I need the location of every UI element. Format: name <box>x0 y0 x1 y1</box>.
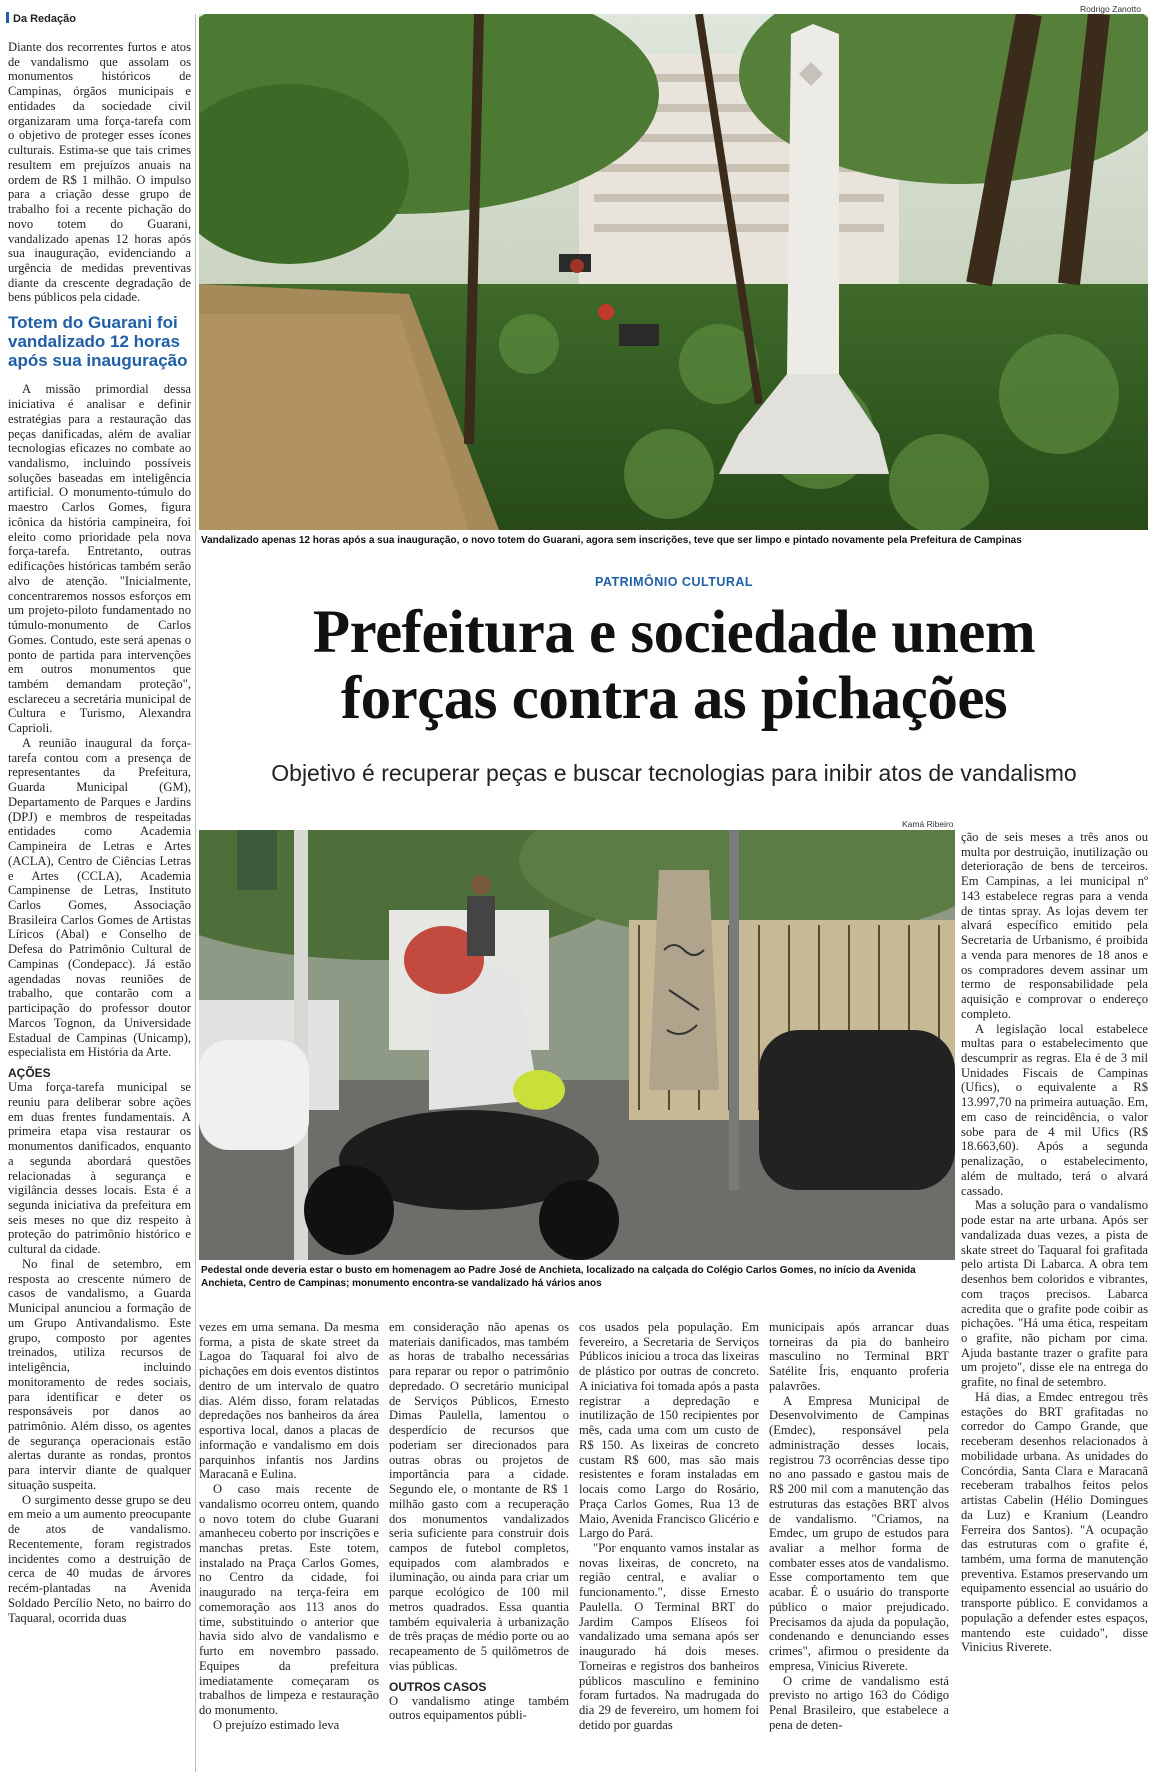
col2-paragraph-2: O caso mais recente de vandalismo ocorreu ontem, quando o novo totem do clube Guarani amanheceu coberto por inscrições e manchas pretas. Este totem, instalado na Praça Carlos Gomes, no Centro da cidade, foi inaugurado na terça-feira em comemoração aos 113 anos do time, substituindo o anterior que havia sido alvo de vandalismo e furto em novembro passado. Equipes da prefeitura imediatamente começaram os trabalhos de limpeza e restauração do monumento. <box>199 1482 379 1718</box>
col5-paragraph-2: A Empresa Municipal de Desenvolvimento de Campinas (Emdec), responsável pela administração desses locais, registrou 73 ocorrências desse tipo no ano passado e gastou mais de R$ 200 mil com a manutenção das estruturas das estações BRT alvos de vandalismo. "Criamos, na Emdec, um grupo de estudos para avaliar a melhor forma de combater esses atos de vandalismo. Esse comportamento tem que acabar. É o usuário do transporte público o maior prejudicado. Precisamos da ajuda da população, condenando e denunciando esses crimes", afirmou o presidente da empresa, Vinicius Riverete. <box>769 1393 949 1673</box>
column-4 <box>579 1320 759 1733</box>
byline <box>6 12 76 25</box>
col1b-paragraph-2: No final de setembro, em resposta ao crescente número de casos de vandalismo, a Guarda Municipal anunciou a formação de um Grupo Antivandalismo. Este grupo, composto por agentes treinados, utiliza recursos de inteligência, incluindo monitoramento de redes sociais, para identificar e deter os responsáveis por danos ao patrimônio. Além disso, os agentes de segurança operacionais estão alertas durante as rondas, prontos para intervir diante de qualquer situação suspeita. <box>8 1256 191 1492</box>
col6-paragraph-3: Mas a solução para o vandalismo pode estar na arte urbana. Após ser vandalizada duas vezes, a pista de skate street do Taquaral foi grafitada pelo artista Di Labarca. A obra tem desenhos bem coloridos e vibrantes, com traços precisos. Labarca acredita que o grafite pode coibir as pichações. "Há uma ética, respeitam o grafite, não picham por cima. Ajuda bastante trazer o grafite para um projeto", disse ele na entrega do grafite, no final de setembro. <box>961 1198 1148 1390</box>
col6-paragraph-2: A legislação local estabelece multas para o estabelecimento que descumprir as regras. Ela é de 3 mil Unidades Fiscais de Campinas (Ufics), o equivalente a R$ 13.997,70 na primeira autuação. Em, em caso de reincidência, o valor sobe para de 4 mil Ufics (R$ 18.663,60). Após a segunda penalização, o estabelecimento, além de multado, terá o alvará cassado. <box>961 1021 1148 1198</box>
side-heading: Totem do Guarani foi vandalizado 12 horas após sua inauguração <box>8 313 188 371</box>
col2-paragraph-3: O prejuízo estimado leva <box>213 1717 340 1732</box>
col3-heading: OUTROS CASOS <box>389 1679 487 1694</box>
col6-paragraph-4: Há dias, a Emdec entregou três estações do BRT grafitadas no corredor do Campo Grande, que receberam desenhos relacionados à mobilidade urbana. As unidades do Concórdia, Santa Clara e Maracanã receberam trabalhos feitos pelos artistas Cabelin (Hélio Domingues da Luz) e Kranium (Leandro Ferreira dos Santos). "A ocupação das estruturas com o grafite é, também, uma forma de manutenção preventiva. Estamos preservando um equipamento essencial ao usuário do transporte público. E convidamos a população a defender estes espaços, mantendo este cuidado", disse Vinicius Riverete. <box>961 1389 1148 1655</box>
col1-paragraph-2: A reunião inaugural da força-tarefa contou com a presença de representantes da Prefeitura, Guarda Municipal (GM), Departamento de Parques e Jardins (DPJ) e membros de respeitadas entidades como Academia Campineira de Letras e Artes (ACLA), Centro de Ciências Letras e Artes (CCLA), Academia Campinense de Letras, Instituto Carlos Gomes, Associação Brasileira Carlos Gomes de Artistas Líricos (Abal) e Conselho de Defesa do Patrimônio Cultural de Campinas (Condepacc). Já estão agendadas novas reuniões de trabalho, que contarão com a participação do professor doutor Marcos Tognon, da Universidade Estadual de Campinas (Unicamp), especialista em História da Arte. <box>8 735 191 1060</box>
col1-heading: AÇÕES <box>8 1066 51 1081</box>
col3b-paragraph-1: O vandalismo atinge também outros equipamentos públi- <box>389 1693 569 1723</box>
byline-text: Da Redação <box>13 13 76 25</box>
subheadline: Objetivo é recuperar peças e buscar tecnologias para inibir atos de vandalismo <box>271 760 1077 786</box>
col3-paragraph-1: em consideração não apenas os materiais danificados, mas também as horas de trabalho necessárias para reparar ou repor o patrimônio depredado. O secretário municipal de Serviços Públicos, Ernesto Dimas Paulella, lamentou o desperdício de recursos que poderiam ser direcionados para outras obras ou projetos de importância para a cidade. Segundo ele, o montante de R$ 1 milhão gasto com a recuperação dos monumentos vandalizados seria suficiente para construir dois campos de futebol completos, equipados com alambrados e iluminação, ou ainda para criar um parque ecológico de 100 mil metros quadrados. Essa quantia também equivaleria à urbanização de três praças de médio porte ou ao recapeamento de 5 quilômetros de vias públicas. <box>389 1320 569 1673</box>
byline-marker <box>6 12 9 23</box>
col4-paragraph-2: "Por enquanto vamos instalar as novas lixeiras, de concreto, na região central, e avaliar o funcionamento.", disse Ernesto Paulella. O Terminal BRT do Jardim Campos Elíseos foi vandalizado uma semana após ser inaugurado há dois meses. Torneiras e registros dos banheiros públicos masculino e feminino foram furtados. Na madrugada do dia 29 de fevereiro, um homem foi detido por guardas <box>579 1541 759 1732</box>
col1b-paragraph-3: O surgimento desse grupo se deu em meio a um aumento preocupante de atos de vandalismo. Recentemente, foram registrados incidentes como a destruição de cerca de 40 mudas de árvores recém-plantadas na Avenida Soldado Percílio Neto, no bairro do Taquaral, ocorrida duas <box>8 1492 191 1625</box>
pedestal-street-illustration <box>199 830 955 1260</box>
headline-line-1: Prefeitura e sociedade unem <box>312 599 1036 666</box>
column-3 <box>389 1320 569 1723</box>
col5-paragraph-3: O crime de vandalismo está previsto no artigo 163 do Código Penal Brasileiro, que estabelece a pena de deten- <box>769 1673 949 1732</box>
col2-paragraph-1: vezes em uma semana. Da mesma forma, a pista de skate street da Lagoa do Taquaral foi alvo de pichações em dois eventos distintos dentro de um intervalo de quatro dias. Além disso, foram relatadas depredações nos banheiros da área esportiva local, danos a placas de informação e vandalismo em dois parquinhos infantis nos Jardins Maracanã e Eulina. <box>199 1320 379 1482</box>
col1-paragraph-1: A missão primordial dessa iniciativa é analisar e definir estratégias para a restauração das peças danificadas, além de avaliar tecnologias eficazes no combate ao vandalismo, incluindo possíveis soluções baseadas em inteligência artificial. O monumento-túmulo do maestro Carlos Gomes, figura icônica da história campineira, foi eleito como prioridade pela nova força-tarefa. Entretanto, outras edificações históricas também serão alvo de atenção. "Inicialmente, concentraremos nossos esforços em um projeto-piloto fundamentado no túmulo-monumento de Carlos Gomes. Contudo, este será apenas o ponto de partida para intervenções em outros monumentos que também demandam proteção", esclareceu a secretária municipal de Cultura e Turismo, Alexandra Caprioli. <box>8 382 191 736</box>
col6-paragraph-1: ção de seis meses a três anos ou multa por destruição, inutilização ou deterioração de bens de terceiros. Em Campinas, a lei municipal nº 143 estabelece regras para a venda de tintas spray. As lojas devem ter alvará específico emitido pela Secretaria de Urbanismo, é proibida a venda para menores de 18 anos e os compradores devem assinar um termo de responsabilidade pela aquisição e comprovar o endereço completo. <box>961 830 1148 1021</box>
bottom-photo-pedestal <box>199 830 955 1260</box>
col5-paragraph-1: municipais após arrancar duas torneiras da pia do banheiro masculino no Terminal BRT Satélite Íris, enquanto proferia palavrões. <box>769 1320 949 1393</box>
column-rule-left <box>195 14 196 1772</box>
col1b-paragraph-1: Uma força-tarefa municipal se reuniu para deliberar sobre ações em duas frentes fundamentais. A primeira etapa visa restaurar os monumentos danificados, enquanto a segunda abordará questões relacionadas à segurança e vigilância desses locais. Esta é a segunda iniciativa da prefeitura em seis meses no que diz respeito à proteção do patrimônio histórico e cultural da cidade. <box>8 1080 191 1257</box>
intro-paragraph: Diante dos recorrentes furtos e atos de vandalismo que assolam os monumentos históricos de Campinas, órgãos municipais e entidades da sociedade civil organizaram uma força-tarefa com o objetivo de proteger esses ícones culturais. Estima-se que tais crimes resultem em prejuízos anuais na ordem de R$ 1 milhão. O impulso para a criação desse grupo de trabalho foi a recente pichação do novo totem do Guarani, vandalizado apenas 12 horas após sua inauguração, evidenciando a urgência de medidas preventivas diante da crescente degradação de bens públicos pela cidade. <box>8 40 191 305</box>
bottom-photo-credit: Kamá Ribeiro <box>902 819 954 829</box>
left-column <box>8 40 191 1625</box>
column-5 <box>769 1320 949 1733</box>
top-photo-park-totem <box>199 14 1148 530</box>
column-2 <box>199 1320 379 1733</box>
headline-line-2: forças contra as pichações <box>340 664 1008 732</box>
section-tag: PATRIMÔNIO CULTURAL <box>594 575 754 589</box>
headline <box>199 600 1149 732</box>
top-photo-caption: Vandalizado apenas 12 horas após a sua inauguração, o novo totem do Guarani, agora sem inscrições, teve que ser limpo e pintado novamente pela Prefeitura de Campinas <box>201 535 1022 546</box>
top-photo-credit: Rodrigo Zanotto <box>1080 4 1141 14</box>
bottom-photo-caption: Pedestal onde deveria estar o busto em homenagem ao Padre José de Anchieta, localizado na calçada do Colégio Carlos Gomes, no início da Avenida Anchieta, Centro de Campinas; monumento encontra-se vandalizado há vários anos <box>201 1265 916 1289</box>
column-6 <box>961 830 1148 1655</box>
park-totem-illustration <box>199 14 1148 530</box>
col4-paragraph-1: cos usados pela população. Em fevereiro, a Secretaria de Serviços Públicos iniciou a troca das lixeiras de plástico por outras de concreto. A iniciativa foi tomada após a pasta registrar a depredação e inutilização de 150 recipientes por mês, cada uma com um custo de R$ 150. As lixeiras de concreto custam R$ 600, mas são mais resistentes e foram instaladas em locais como Largo do Rosário, Praça Carlos Gomes, Rua 13 de Maio, Avenida Francisco Glicério e Largo do Pará. <box>579 1320 759 1541</box>
